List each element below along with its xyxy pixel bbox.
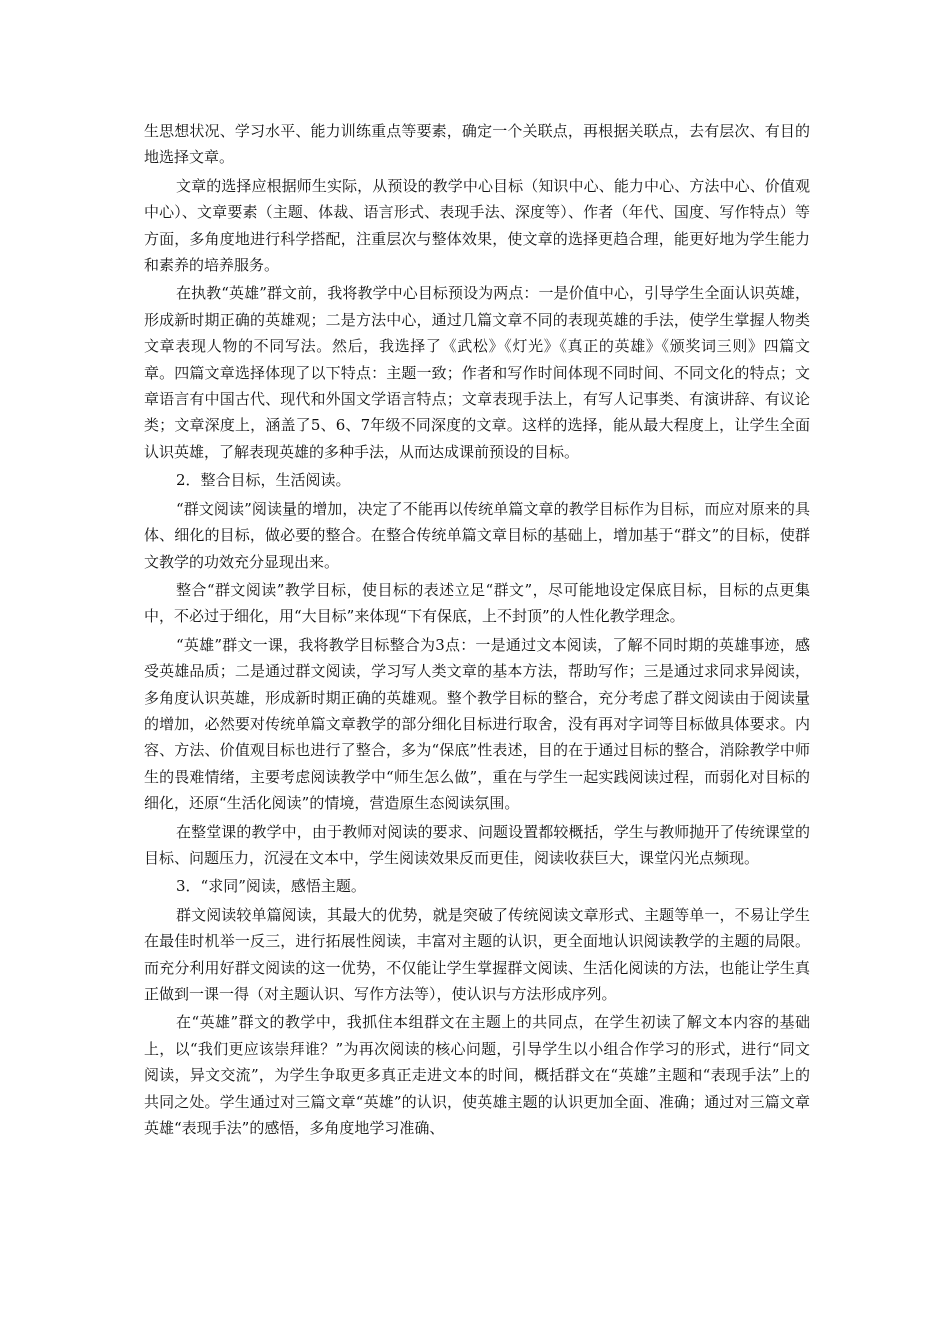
paragraph-hero-goals: “英雄”群文一课，我将教学目标整合为3点：一是通过文本阅读，了解不同时期的英雄事迹，感受英雄品质；二是通过群文阅读，学习写人类文章的基本方法，帮助写作；三是通过求同求异阅读，多角度认识英雄，形成新时期正确的英雄观。整个教学目标的整合，充分考虑了群文阅读由于阅读量的增加，必然要对传统单篇文章教学的部分细化目标进行取舍，没有再对字词等目标做具体要求。内容、方法、价值观目标也进行了整合，多为“保底”性表述，目的在于通过目标的整合，消除教学中师生的畏难情绪，主要考虑阅读教学中“师生怎么做”，重在与学生一起实践阅读过程，而弱化对目标的细化，还原“生活化阅读”的情境，营造原生态阅读氛围。 xyxy=(144,635,810,813)
paragraph-text-selection: 文章的选择应根据师生实际，从预设的教学中心目标（知识中心、能力中心、方法中心、价值观中心）、文章要素（主题、体裁、语言形式、表现手法、深度等）、作者（年代、国度、写作特点）等方面，多角度地进行科学搭配，注重层次与整体效果，使文章的选择更趋合理，能更好地为学生能力和素养的培养服务。 xyxy=(144,176,810,275)
paragraph-hero-common: 在“英雄”群文的教学中，我抓住本组群文在主题上的共同点，在学生初读了解文本内容的基础上，以“我们更应该崇拜谁？”为再次阅读的核心问题，引导学生以小组合作学习的形式，进行“同文阅读，异文交流”，为学生争取更多真正走进文本的时间，概括群文在“英雄”主题和“表现手法”上的共同之处。学生通过对三篇文章“英雄”的认识，使英雄主题的认识更加全面、准确；通过对三篇文章英雄“表现手法”的感悟，多角度地学习准确、 xyxy=(144,1013,810,1138)
paragraph-group-advantage: 群文阅读较单篇阅读，其最大的优势，就是突破了传统阅读文章形式、主题等单一，不易让学生在最佳时机举一反三，进行拓展性阅读，丰富对主题的认识，更全面地认识阅读教学的主题的局限。而充分利用好群文阅读的这一优势，不仅能让学生掌握群文阅读、生活化阅读的方法，也能让学生真正做到一课一得（对主题认识、写作方法等），使认识与方法形成序列。 xyxy=(144,905,810,1003)
paragraph-hero-teaching: 在执教“英雄”群文前，我将教学中心目标预设为两点：一是价值中心，引导学生全面认识英雄，形成新时期正确的英雄观；二是方法中心，通过几篇文章不同的表现英雄的手法，使学生掌握人物类文章表现人物的不同写法。然后，我选择了《武松》《灯光》《真正的英雄》《颁奖词三则》四篇文章。四篇文章选择体现了以下特点：主题一致；作者和写作时间体现不同时间、不同文化的特点；文章语言有中国古代、现代和外国文学语言特点；文章表现手法上，有写人记事类、有演讲辞、有议论类；文章深度上，涵盖了5、6、7年级不同深度的文章。这样的选择，能从最大程度上，让学生全面认识英雄，了解表现英雄的多种手法，从而达成课前预设的目标。 xyxy=(144,284,810,461)
paragraph-continuation: 生思想状况、学习水平、能力训练重点等要素，确定一个关联点，再根据关联点，去有层次、有目的地选择文章。 xyxy=(144,122,810,167)
paragraph-integrate-goals: 整合“群文阅读”教学目标，使目标的表述立足“群文”，尽可能地设定保底目标，目标的点更集中，不必过于细化，用“大目标”来体现“下有保底，上不封顶”的人性化教学理念。 xyxy=(144,580,810,626)
paragraph-reading-volume: “群文阅读”阅读量的增加，决定了不能再以传统单篇文章的教学目标作为目标，而应对原来的具体、细化的目标，做必要的整合。在整合传统单篇文章目标的基础上，增加基于“群文”的目标，使群文教学的功效充分显现出来。 xyxy=(144,499,810,571)
document-page xyxy=(144,118,810,1143)
section-heading-3: 3．“求同”阅读，感悟主题。 xyxy=(176,877,366,896)
section-heading-2: 2．整合目标，生活阅读。 xyxy=(176,471,351,490)
paragraph-whole-lesson: 在整堂课的教学中，由于教师对阅读的要求、问题设置都较概括，学生与教师抛开了传统课堂的目标、问题压力，沉浸在文本中，学生阅读效果反而更佳，阅读收获巨大，课堂闪光点频现。 xyxy=(144,822,810,867)
